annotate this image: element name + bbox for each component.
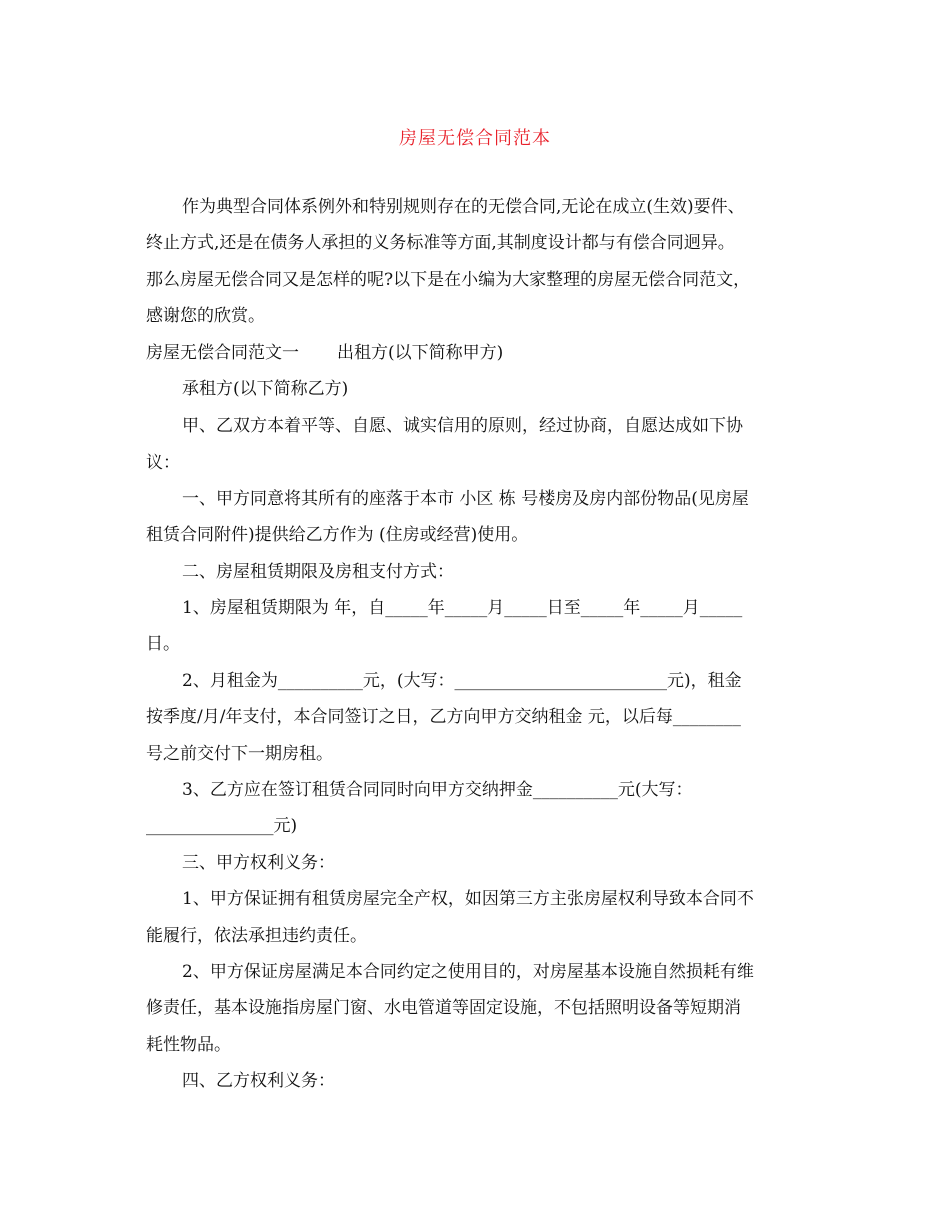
paragraph-line: 租赁合同附件)提供给乙方作为 (住房或经营)使用。 — [146, 525, 529, 545]
paragraph-line: 作为典型合同体系例外和特别规则存在的无偿合同,无论在成立(生效)要件、 — [182, 197, 745, 217]
paragraph-line: 3、乙方应在签订租赁合同同时向甲方交纳押金__________元(大写： — [182, 780, 693, 800]
paragraph-line: _______________元) — [146, 816, 298, 836]
section-heading: 房屋无偿合同范文一 — [146, 343, 299, 363]
paragraph-line: 日。 — [146, 634, 180, 654]
paragraph-line: 终止方式,还是在债务人承担的义务标准等方面,其制度设计都与有偿合同迥异。 — [146, 233, 735, 253]
paragraph-line: 2、甲方保证房屋满足本合同约定之使用目的，对房屋基本设施自然损耗有维 — [182, 962, 754, 982]
paragraph-line: 四、乙方权利义务： — [182, 1071, 335, 1091]
paragraph-line: 能履行，依法承担违约责任。 — [146, 926, 367, 946]
paragraph-line: 感谢您的欣赏。 — [146, 306, 265, 326]
paragraph-line: 1、甲方保证拥有租赁房屋完全产权，如因第三方主张房屋权利导致本合同不 — [182, 889, 754, 909]
paragraph-line: 按季度/月/年支付，本合同签订之日，乙方向甲方交纳租金 元，以后每________ — [146, 707, 741, 727]
paragraph-line: 那么房屋无偿合同又是怎样的呢?以下是在小编为大家整理的房屋无偿合同范文， — [146, 270, 751, 290]
paragraph-line: 1、房屋租赁期限为 年，自_____年_____月_____日至_____年_____月_____ — [182, 598, 743, 618]
paragraph-line: 议： — [146, 453, 180, 473]
lessor-label: 出租方(以下简称甲方) — [337, 343, 504, 363]
paragraph-line: 一、甲方同意将其所有的座落于本市 小区 栋 号楼房及房内部份物品(见房屋 — [182, 489, 749, 509]
paragraph-line: 承租方(以下简称乙方) — [182, 379, 349, 399]
paragraph-line: 三、甲方权利义务： — [182, 853, 335, 873]
paragraph-line: 甲、乙双方本着平等、自愿、诚实信用的原则，经过协商，自愿达成如下协 — [182, 416, 743, 436]
paragraph-line: 修责任，基本设施指房屋门窗、水电管道等固定设施，不包括照明设备等短期消 — [146, 998, 741, 1018]
paragraph-line: 2、月租金为__________元，(大写：_________________________元)，租金 — [182, 671, 742, 691]
paragraph-line: 号之前交付下一期房租。 — [146, 744, 333, 764]
section-heading-line — [146, 342, 503, 364]
paragraph-line: 二、房屋租赁期限及房租支付方式： — [182, 562, 454, 582]
document-title: 房屋无偿合同范本 — [399, 128, 551, 149]
paragraph-line: 耗性物品。 — [146, 1035, 231, 1055]
